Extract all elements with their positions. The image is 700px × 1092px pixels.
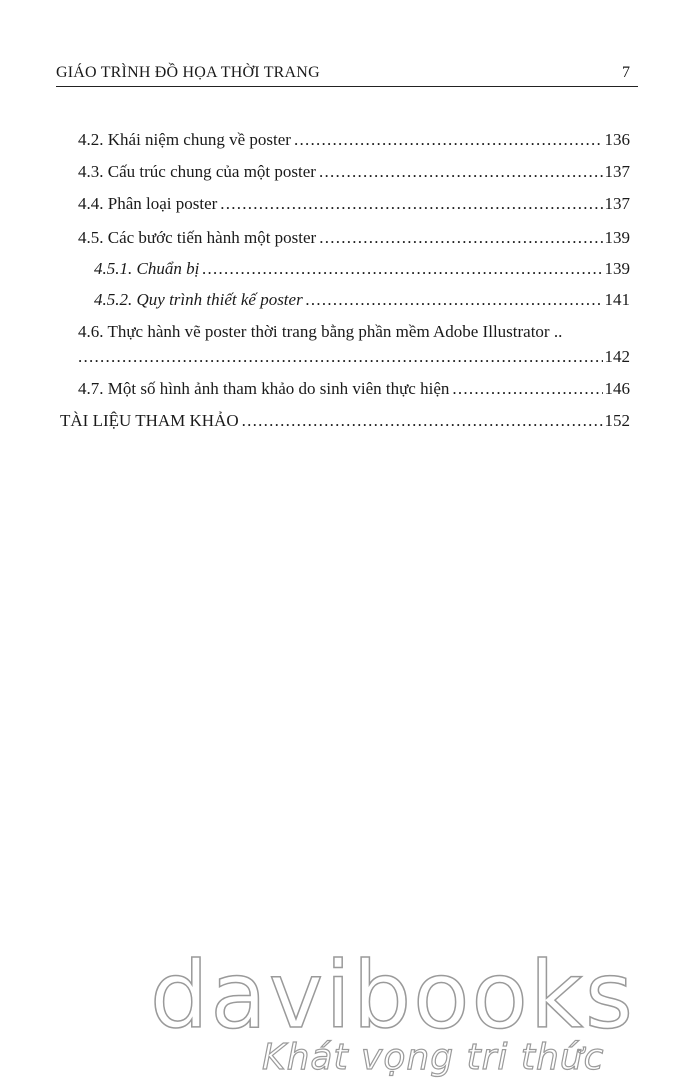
dot-leader (319, 160, 603, 184)
book-title: GIÁO TRÌNH ĐỒ HỌA THỜI TRANG (56, 64, 320, 81)
toc-entry-label: 4.4. Phân loại poster (78, 194, 218, 213)
toc-entry-4-6-line1 (78, 320, 630, 344)
toc-entry-label: 4.2. Khái niệm chung về poster (78, 130, 291, 149)
toc-entry-4-5-2[interactable] (94, 288, 630, 312)
toc-entry-4-3[interactable] (78, 160, 630, 184)
dot-leader (452, 377, 602, 401)
toc-entry-label: 4.6. Thực hành vẽ poster thời trang bằng phần mềm Adobe Illustrator .. (78, 322, 563, 341)
toc-entry-label: 4.7. Một số hình ảnh tham khảo do sinh viên thực hiện (78, 379, 450, 398)
toc-entry-4-7[interactable] (78, 377, 630, 401)
toc-entry-page: 141 (604, 290, 630, 309)
toc-entry-4-5[interactable] (78, 226, 630, 250)
toc-entry-page: 139 (604, 259, 630, 278)
toc-entry-page: 152 (604, 411, 630, 430)
dot-leader (294, 128, 603, 152)
toc-entry-label: 4.5.2. Quy trình thiết kế poster (94, 290, 303, 309)
watermark-slogan: Khát vọng tri thức (262, 1037, 605, 1078)
toc-entry-4-4[interactable] (78, 192, 630, 216)
dot-leader (220, 192, 602, 216)
toc-entry-label: 4.5.1. Chuẩn bị (94, 259, 200, 278)
toc-entry-label: TÀI LIỆU THAM KHẢO (60, 411, 239, 430)
toc-entry-page: 137 (604, 194, 630, 213)
page-number: 7 (622, 64, 630, 81)
dot-leader (319, 226, 602, 250)
dot-leader (202, 257, 602, 281)
toc-entry-references[interactable] (60, 409, 630, 433)
toc-entry-page: 136 (604, 130, 630, 149)
toc-entry-4-5-1[interactable] (94, 257, 630, 281)
watermark-brand: davibooks (150, 942, 635, 1049)
running-header (56, 62, 638, 87)
toc-entry-page: 139 (604, 228, 630, 247)
dot-leader (78, 345, 603, 369)
toc-entry-page: 146 (604, 379, 630, 398)
toc-entry-label: 4.5. Các bước tiến hành một poster (78, 228, 317, 247)
toc-entry-page: 137 (604, 162, 630, 181)
dot-leader (306, 288, 603, 312)
toc-entry-label: 4.3. Cấu trúc chung của một poster (78, 162, 316, 181)
toc-entry-4-2[interactable] (78, 128, 630, 152)
dot-leader (242, 409, 603, 433)
toc-entry-page: 142 (604, 347, 630, 366)
toc-entry-4-6-line2 (78, 345, 630, 369)
